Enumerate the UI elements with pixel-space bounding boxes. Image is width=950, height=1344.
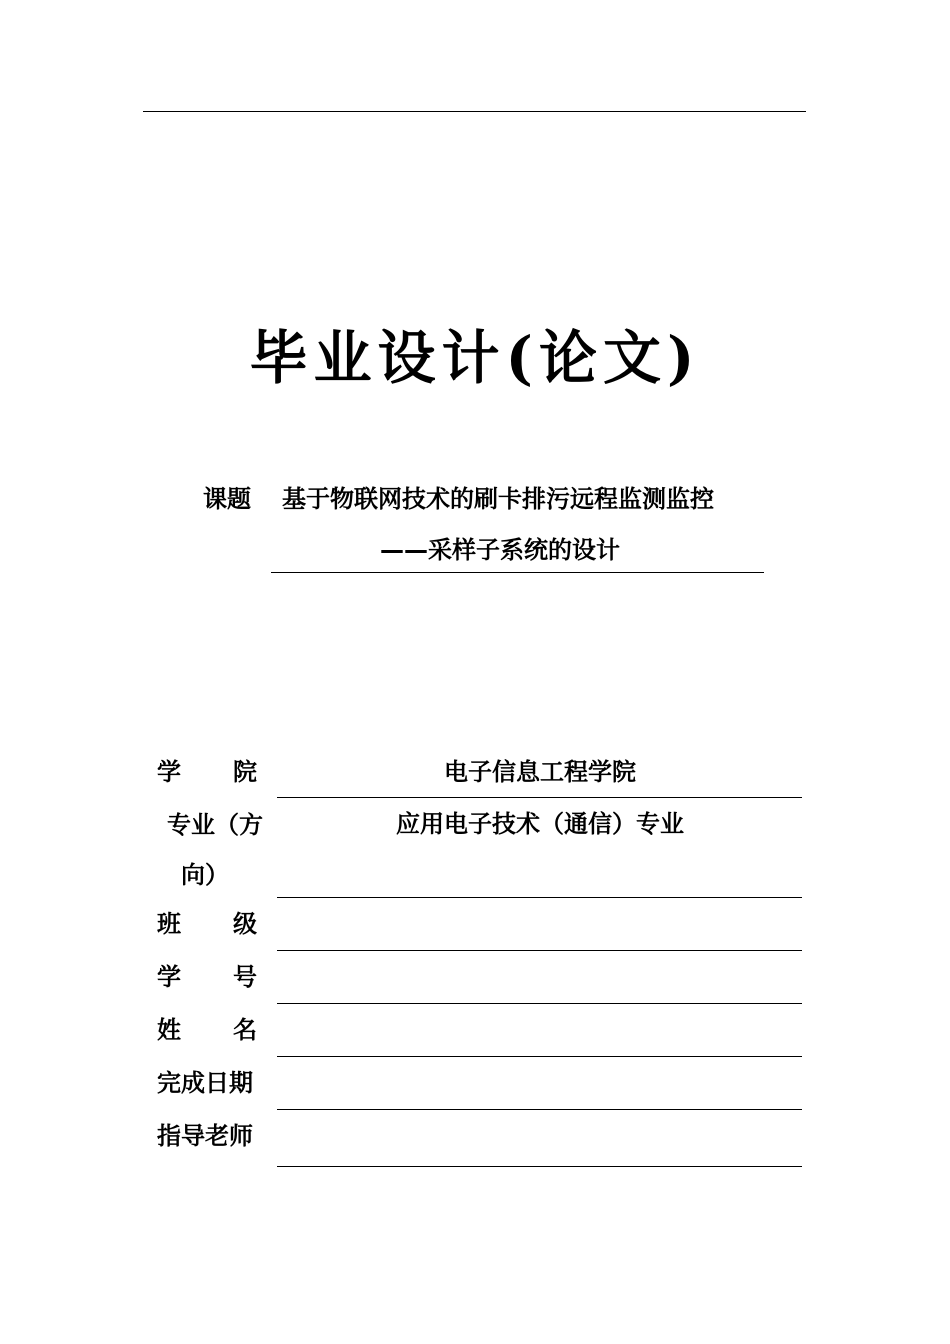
college-value: 电子信息工程学院 (444, 758, 636, 786)
college-label (157, 752, 257, 792)
subject-title-line2: ——采样子系统的设计 (380, 536, 620, 564)
class-label-char-1: 班 (157, 910, 181, 938)
subject-title-line1: 基于物联网技术的刷卡排污远程监测监控 (282, 485, 714, 513)
name-label-char-2: 名 (233, 1016, 257, 1044)
student-id-underline (277, 1003, 802, 1004)
subject-label: 课题 (203, 485, 251, 513)
document-title: 毕业设计(论文) (249, 324, 701, 392)
advisor-underline (277, 1166, 802, 1167)
college-label-char-2: 院 (233, 758, 257, 786)
name-label-char-1: 姓 (157, 1016, 181, 1044)
class-label-char-2: 级 (233, 910, 257, 938)
college-underline (277, 797, 802, 798)
college-label-char-1: 学 (157, 758, 181, 786)
completion-date-label: 完成日期 (157, 1069, 253, 1097)
student-id-label-char-2: 号 (233, 963, 257, 991)
completion-date-underline (277, 1109, 802, 1110)
class-label (157, 904, 257, 944)
major-label-line1: 专业（方 (167, 811, 263, 839)
header-rule (143, 111, 806, 112)
advisor-label: 指导老师 (157, 1122, 253, 1150)
major-label-line2: 向） (181, 861, 229, 889)
major-value: 应用电子技术（通信）专业 (396, 810, 684, 838)
class-underline (277, 950, 802, 951)
student-id-label (157, 957, 257, 997)
name-underline (277, 1056, 802, 1057)
name-label (157, 1010, 257, 1050)
student-id-label-char-1: 学 (157, 963, 181, 991)
subject-underline (271, 572, 764, 573)
major-underline (277, 897, 802, 898)
